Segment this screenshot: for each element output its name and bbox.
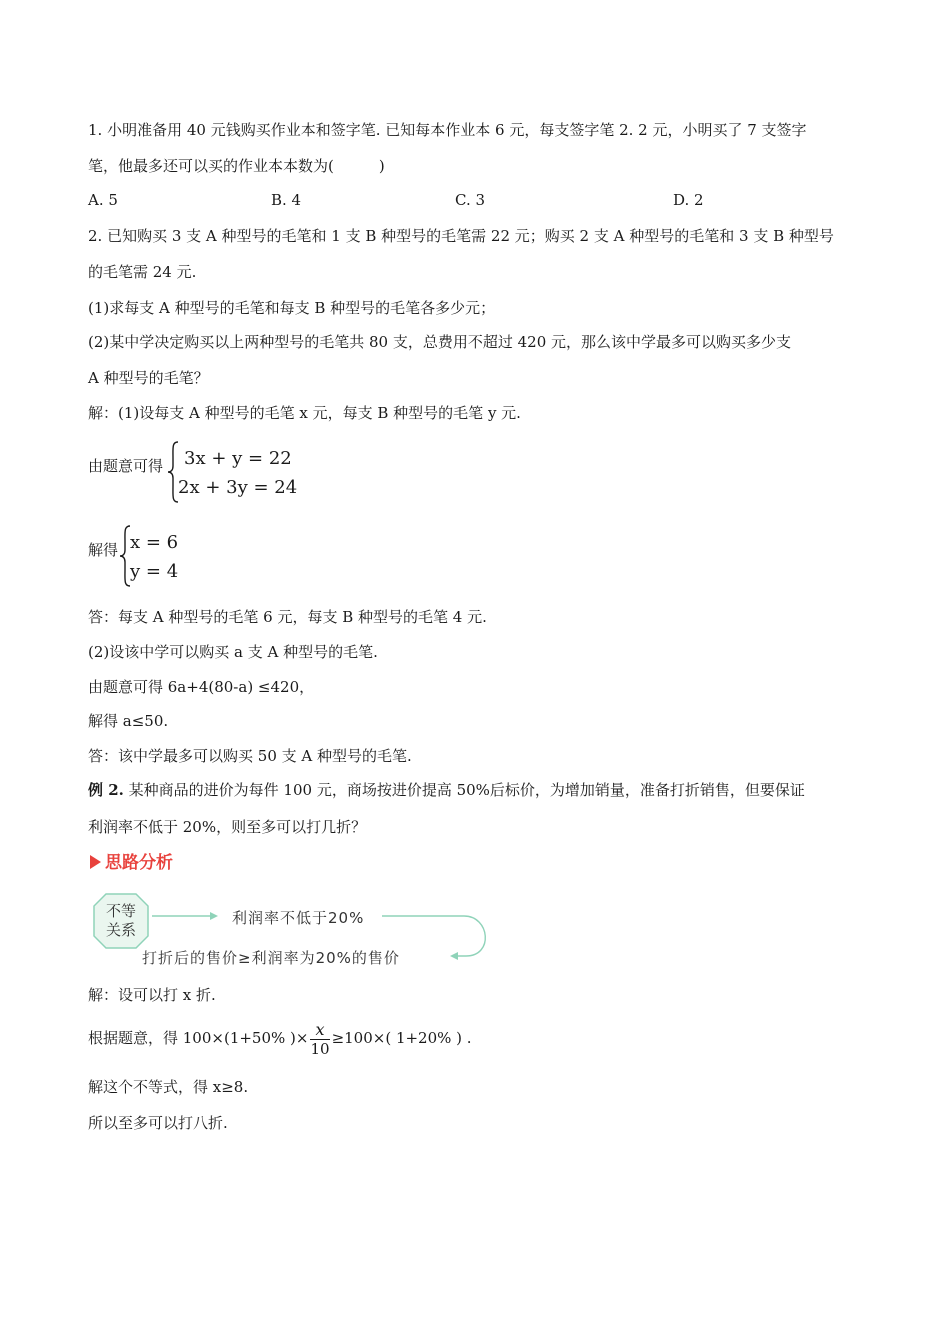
q1-option-d: D. 2 (673, 191, 704, 209)
q2-part-1: (1)求每支 A 种型号的毛笔和每支 B 种型号的毛笔各多少元； (88, 299, 496, 317)
system-2-label: 解得 (88, 541, 119, 559)
system-1-equation-2: 2x + 3y = 24 (178, 477, 298, 498)
triangle-icon (90, 855, 101, 869)
q2-solution-2-line-1: (2)设该中学可以购买 a 支 A 种型号的毛笔. (88, 643, 378, 661)
q2-answer-2: 答：该中学最多可以购买 50 支 A 种型号的毛笔. (88, 747, 412, 765)
q2-solution-2-line-3: 解得 a≤50. (88, 712, 169, 730)
section-title (90, 852, 173, 874)
inequality-diagram (92, 892, 496, 970)
equation-system-2 (88, 524, 248, 590)
diagram-top-label: 利润率不低于20% (232, 909, 365, 927)
example-2-solution-1: 解：设可以打 x 折. (88, 986, 216, 1004)
fraction (310, 1021, 329, 1058)
example-2-solution-2 (88, 1018, 472, 1058)
example-2-line-2: 利润率不低于 20%，则至多可以打几折？ (88, 818, 367, 836)
q2-answer-1: 答：每支 A 种型号的毛笔 6 元，每支 B 种型号的毛笔 4 元. (88, 608, 487, 626)
q1-option-c: C. 3 (455, 191, 486, 209)
q2-solution-2-line-2: 由题意可得 6a+4(80-a) ≤420， (88, 678, 315, 696)
example-2-solution-3: 解这个不等式，得 x≥8. (88, 1078, 249, 1096)
example-2-solution-4: 所以至多可以打八折. (88, 1114, 228, 1132)
fraction-denominator: 10 (310, 1039, 330, 1058)
q1-option-a: A. 5 (88, 191, 118, 209)
q1-option-b: B. 4 (271, 191, 302, 209)
equation-system-1 (88, 440, 308, 506)
system-1-equation-1: 3x + y = 22 (184, 448, 292, 469)
section-title-text: 思路分析 (105, 853, 173, 873)
q2-line-1: 2. 已知购买 3 支 A 种型号的毛笔和 1 支 B 种型号的毛笔需 22 元；购买 2 支 A 种型号的毛笔和 3 支 B 种型号 (88, 227, 834, 245)
arrow-top-head (210, 912, 218, 920)
fraction-numerator: x (310, 1021, 329, 1040)
system-2-equation-1: x = 6 (130, 532, 179, 553)
arrow-bottom-head (450, 952, 458, 960)
q2-part-2-line-2: A 种型号的毛笔？ (88, 369, 209, 387)
system-2-equation-2: y = 4 (130, 561, 179, 582)
system-1-label: 由题意可得 (88, 457, 164, 475)
example-2-label: 例 2. (88, 781, 124, 799)
q1-line-1: 1. 小明准备用 40 元钱购买作业本和签字笔. 已知每本作业本 6 元，每支签字笔 2. 2 元，小明买了 7 支签字 (88, 121, 807, 139)
example-2-text: 某种商品的进价为每件 100 元，商场按进价提高 50%后标价，为增加销量，准备打折销售，但要保证 (123, 781, 805, 799)
q2-solution-1: 解：(1)设每支 A 种型号的毛笔 x 元，每支 B 种型号的毛笔 y 元. (88, 404, 521, 422)
solution-2-suffix: ≥100×( 1+20% ) . (331, 1029, 472, 1047)
diagram-box-label (101, 902, 141, 940)
box-line-1: 不等 (105, 902, 136, 920)
solution-2-prefix: 根据题意，得 100×(1+50% )× (88, 1029, 309, 1047)
q2-line-2: 的毛笔需 24 元. (88, 263, 197, 281)
diagram-bottom-label: 打折后的售价≥利润率为20%的售价 (142, 949, 400, 967)
box-line-2: 关系 (105, 921, 136, 939)
q1-line-2: 笔，他最多还可以买的作业本本数为( ) (88, 157, 385, 175)
example-2-line-1 (88, 780, 805, 800)
q2-part-2-line-1: (2)某中学决定购买以上两种型号的毛笔共 80 支，总费用不超过 420 元，那么该中学最多可以购买多少支 (88, 333, 792, 351)
